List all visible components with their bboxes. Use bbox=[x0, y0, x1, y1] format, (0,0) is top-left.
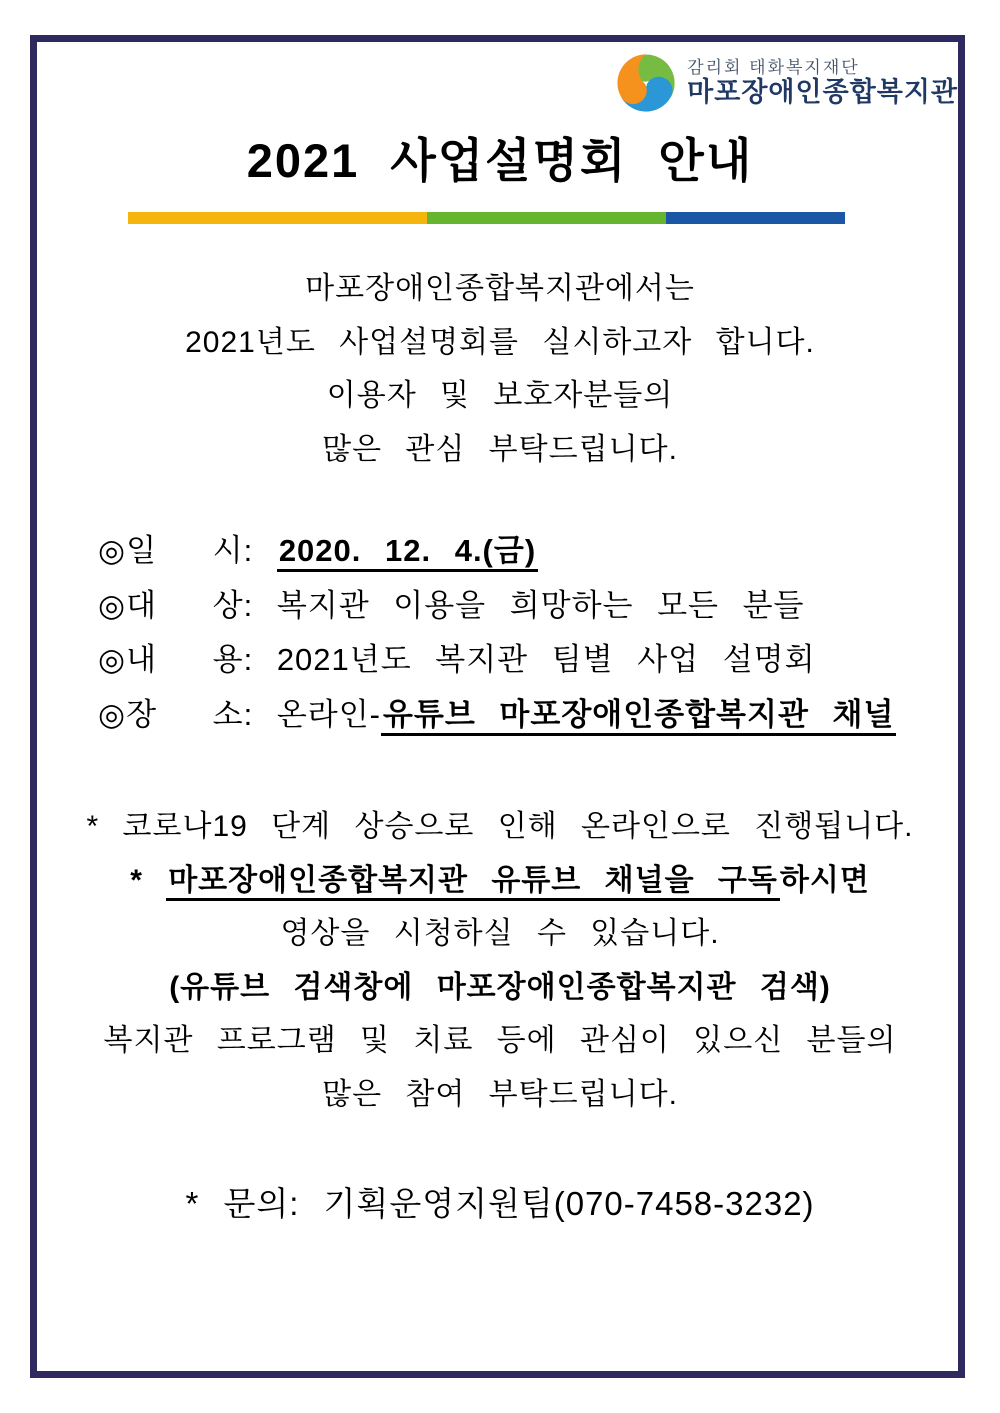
detail-value: 온라인- bbox=[276, 696, 381, 732]
divider-green-segment bbox=[427, 212, 666, 224]
org-foundation-name: 감리회 태화복지재단 bbox=[687, 57, 860, 77]
note-line-search: (유튜브 검색창에 마포장애인종합복지관 검색) bbox=[169, 970, 831, 1004]
detail-value-emphasis: 유튜브 마포장애인종합복지관 채널 bbox=[381, 697, 896, 736]
detail-row-date bbox=[98, 524, 896, 579]
detail-value: 복지관 이용을 희망하는 모든 분들 bbox=[276, 587, 805, 623]
detail-value-emphasis: 2020. 12. 4.(금) bbox=[277, 533, 538, 572]
org-center-name: 마포장애인종합복지관 bbox=[687, 77, 958, 108]
detail-marker: ◎ bbox=[98, 696, 127, 732]
note-line-watch: 영상을 시청하실 수 있습니다. bbox=[280, 917, 720, 950]
event-detail-list bbox=[98, 524, 896, 742]
detail-label: 일 시: bbox=[126, 533, 254, 568]
intro-line: 마포장애인종합복지관에서는 bbox=[305, 272, 695, 305]
intro-line: 많은 관심 부탁드립니다. bbox=[322, 432, 678, 466]
intro-paragraph bbox=[0, 262, 1000, 476]
detail-label: 장 소: bbox=[126, 696, 254, 732]
note-line-covid: * 코로나19 단계 상승으로 인해 온라인으로 진행됩니다. bbox=[86, 810, 914, 843]
note-line-interest: 복지관 프로그램 및 치료 등에 관심이 있으신 분들의 bbox=[103, 1024, 897, 1057]
note-line-subscribe bbox=[0, 854, 1000, 908]
note-subscribe-suffix: 하시면 bbox=[779, 863, 870, 897]
triskelion-swirl-icon bbox=[615, 52, 677, 114]
detail-label: 내 용: bbox=[126, 642, 254, 677]
detail-row-target bbox=[98, 579, 896, 634]
detail-row-content bbox=[98, 633, 896, 688]
note-subscribe-underlined: 마포장애인종합복지관 유튜브 채널을 구독 bbox=[166, 864, 780, 901]
divider-yellow-segment bbox=[128, 212, 427, 224]
notice-paragraph bbox=[0, 800, 1000, 1121]
detail-marker: ◎ bbox=[98, 533, 127, 568]
tricolor-divider bbox=[128, 212, 845, 224]
divider-blue-segment bbox=[666, 212, 845, 224]
page-title: 2021 사업설명회 안내 bbox=[246, 134, 754, 187]
intro-line: 이용자 및 보호자분들의 bbox=[326, 379, 674, 412]
org-logo bbox=[615, 52, 958, 114]
detail-label: 대 상: bbox=[126, 587, 254, 623]
detail-value: 2021년도 복지관 팀별 사업 설명회 bbox=[276, 642, 816, 677]
note-line-participate: 많은 참여 부탁드립니다. bbox=[322, 1077, 678, 1111]
intro-line: 2021년도 사업설명회를 실시하고자 합니다. bbox=[185, 325, 815, 359]
detail-marker: ◎ bbox=[98, 587, 127, 623]
note-asterisk: * bbox=[130, 863, 167, 897]
detail-marker: ◎ bbox=[98, 642, 127, 677]
org-logo-text bbox=[687, 58, 958, 109]
detail-row-place bbox=[98, 688, 896, 743]
contact-info: * 문의: 기획운영지원팀(070-7458-3232) bbox=[185, 1185, 815, 1222]
